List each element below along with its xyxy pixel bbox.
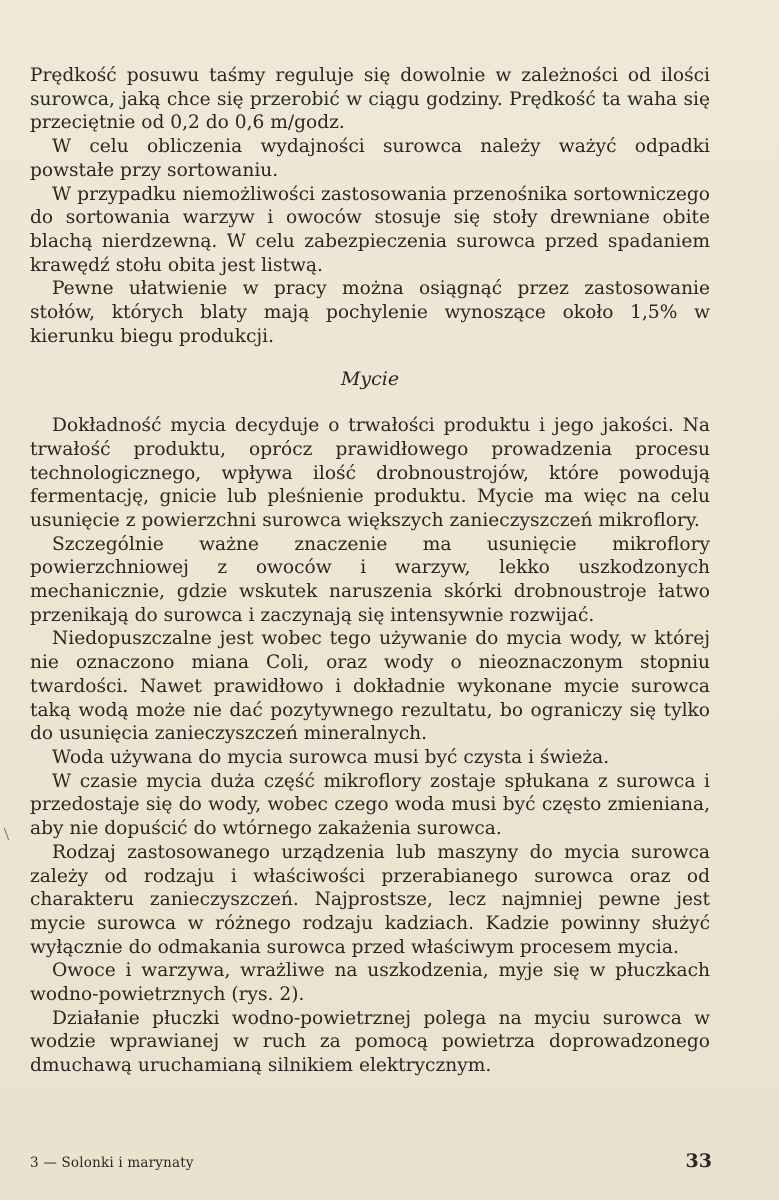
paragraph: Pewne ułatwienie w pracy można osiągnąć przez zastosowanie stołów, których blaty mają pochylenie wynoszące około 1,5% w kierunku biegu produkcji. <box>30 278 710 347</box>
paragraph: Dokładność mycia decyduje o trwałości produktu i jego jakości. Na trwałość produktu, oprócz prawidłowego prowadzenia procesu technologicznego, wpływa ilość drobnoustrojów, które powodują fermentację, gnicie lub pleśnienie produktu. Mycie ma więc na celu usunięcie z powierzchni surowca większych zanieczyszczeń mikroflory. <box>30 415 710 531</box>
paragraph: Woda używana do mycia surowca musi być czysta i świeża. <box>52 746 610 768</box>
paragraph: W przypadku niemożliwości zastosowania przenośnika sortowniczego do sortowania warzyw i owoców stosuje się stoły drewniane obite blachą nierdzewną. W celu zabezpieczenia surowca przed spadaniem krawędź stołu obita jest listwą. <box>30 183 710 276</box>
section-heading: Mycie <box>340 368 400 391</box>
paragraph: Prędkość posuwu taśmy reguluje się dowolnie w zależności od ilości surowca, jaką chce się przerobić w ciągu godziny. Prędkość ta waha się przeciętnie od 0,2 do 0,6 m/godz. <box>30 65 710 134</box>
paragraph: W czasie mycia duża część mikroflory zostaje spłukana z surowca i przedostaje się do wody, wobec czego woda musi być często zmieniana, aby nie dopuścić do wtórnego zakażenia surowca. <box>30 770 710 840</box>
margin-mark <box>4 828 17 840</box>
page-footer <box>30 1150 712 1172</box>
page-number: 33 <box>685 1150 712 1172</box>
paragraph: Działanie płuczki wodno-powietrznej polega na myciu surowca w wodzie wprawianej w ruch za pomocą powietrza doprowadzonego dmuchawą uruchamianą silnikiem elektrycznym. <box>30 1007 710 1077</box>
paragraph: Niedopuszczalne jest wobec tego używanie do mycia wody, w której nie oznaczono miana Coli, oraz wody o nieoznaczonym stopniu twardości. Nawet prawidłowo i dokładnie wykonane mycie surowca taką wodą może nie dać pozytywnego rezultatu, bo ograniczy się tylko do usunięcia zanieczyszczeń mineralnych. <box>30 628 710 745</box>
paragraph: Szczególnie ważne znaczenie ma usunięcie mikroflory powierzchniowej z owoców i warzyw, lekko uszkodzonych mechanicznie, gdzie wskutek naruszenia skórki drobnoustroje łatwo przenikają do surowca i zaczynają się intensywnie rozwijać. <box>30 533 710 626</box>
paragraph: W celu obliczenia wydajności surowca należy ważyć odpadki powstałe przy sortowaniu. <box>30 136 710 181</box>
body-text <box>30 64 710 1078</box>
signature-note: 3 — Solonki i marynaty <box>30 1155 194 1171</box>
paragraph: Owoce i warzywa, wrażliwe na uszkodzenia, myje się w płuczkach wodno-powietrznych (rys. 2). <box>30 960 710 1006</box>
paragraph: Rodzaj zastosowanego urządzenia lub maszyny do mycia surowca zależy od rodzaju i właściwości przerabianego surowca oraz od charakteru zanieczyszczeń. Najprostsze, lecz najmniej pewne jest mycie surowca w różnego rodzaju kadziach. Kadzie powinny służyć wyłącznie do odmakania surowca przed właściwym procesem mycia. <box>30 841 710 958</box>
